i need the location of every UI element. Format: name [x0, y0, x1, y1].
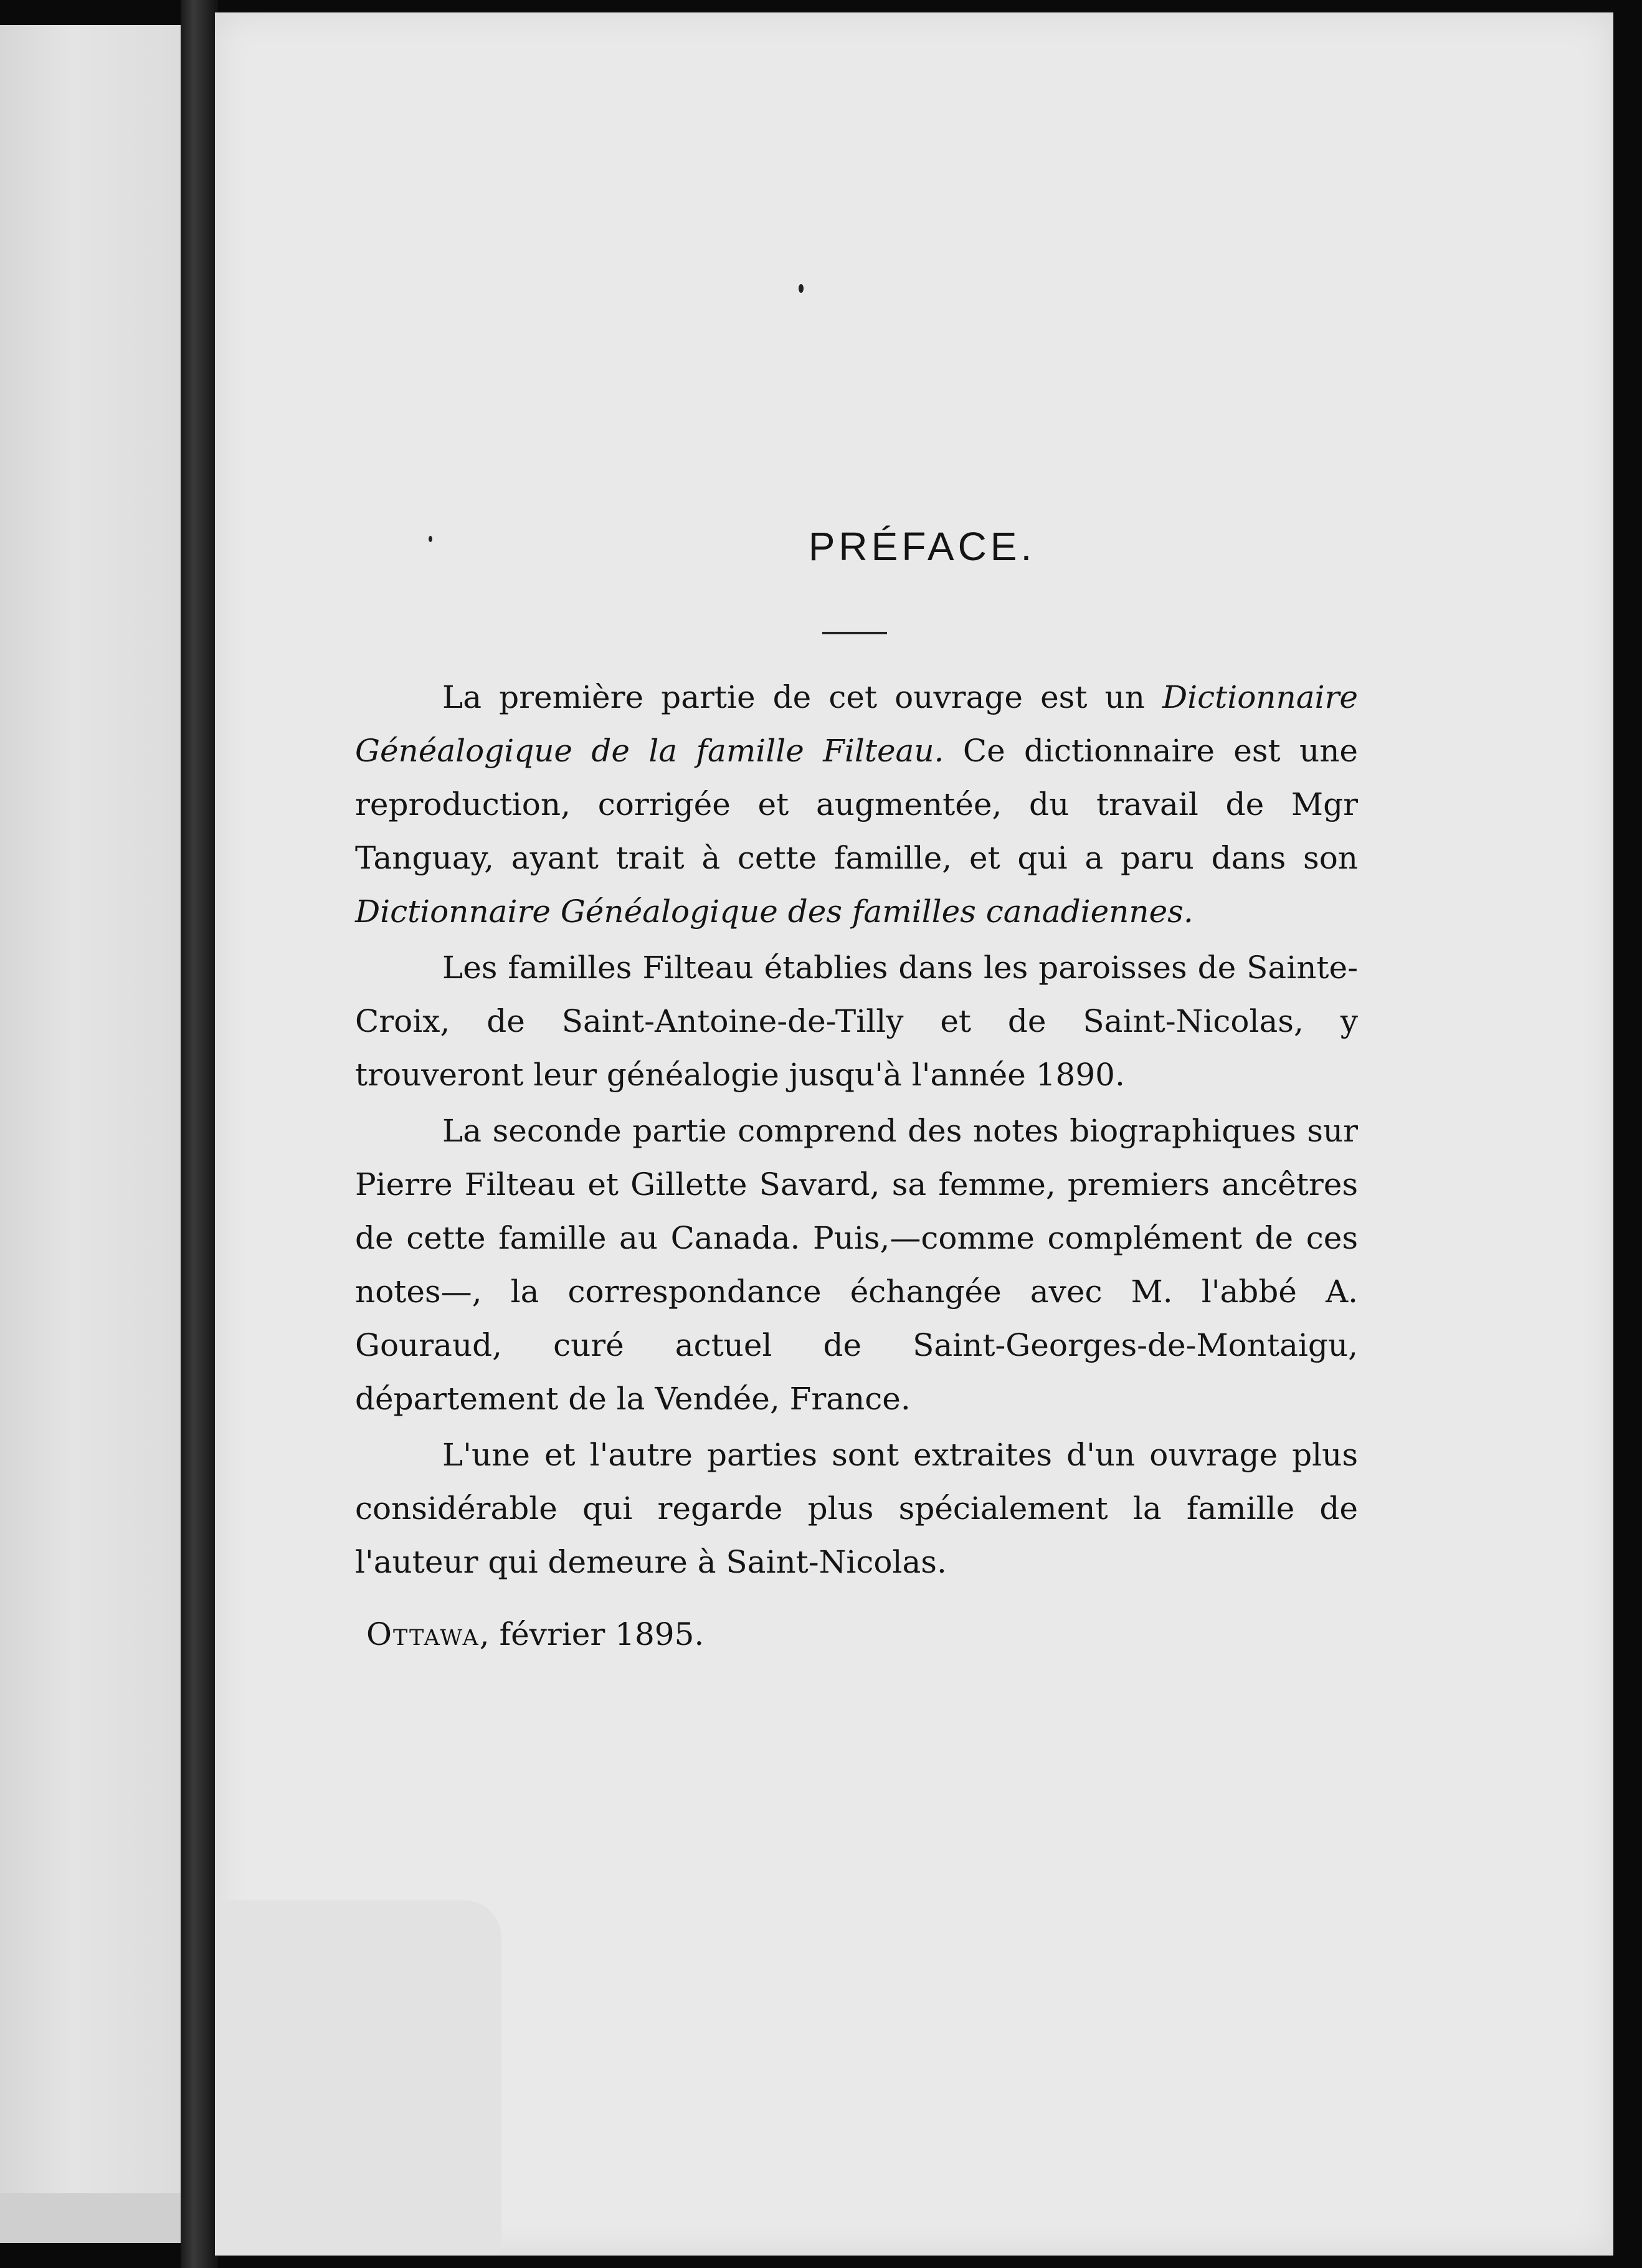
preface-text [355, 523, 1358, 1661]
previous-page-edge [0, 25, 181, 2243]
binding-gutter [181, 0, 218, 2268]
page-worn-corner [215, 1900, 501, 2256]
signoff-place: Ottawa [366, 1616, 480, 1652]
title-rule [822, 632, 887, 634]
paragraph-2: Les familles Filteau établies dans les paroisses de Sainte-Croix, de Saint-Antoine-de-Tilly et de Saint-Nicolas, y trouveront leur généalogie jusqu'à l'année 1890. [355, 950, 1358, 1093]
signoff-date: , février 1895. [479, 1616, 705, 1652]
signoff [355, 1608, 1358, 1661]
paragraph-1-text-c: Ce dictionnaire est une reproduction, corrigée et augmentée, du travail de Mgr Tanguay, ayant trait à cette famille, et qui a paru dans son [355, 733, 1358, 876]
paragraph-4: L'une et l'autre parties sont extraites d'un ouvrage plus considérable qui regarde plus spécialement la famille de l'auteur qui demeure à Saint-Nicolas. [355, 1437, 1358, 1580]
paragraph-1-text-a: La première partie de cet ouvrage est un [442, 679, 1163, 715]
page-title: PRÉFACE. [808, 524, 1036, 569]
previous-page-torn-corner [0, 2193, 193, 2243]
scan-border [1613, 0, 1642, 2268]
paragraph-1-work-italic: Dictionnaire Généalogique des familles canadiennes. [355, 893, 1194, 930]
paragraph-1-title-italic: Dictionnaire Généalogique de la famille Filteau. [355, 679, 1358, 769]
paragraph-1 [355, 670, 1358, 938]
ink-speck [799, 284, 804, 293]
paragraph-3: La seconde partie comprend des notes biographiques sur Pierre Filteau et Gillette Savard, sa femme, premiers ancêtres de cette famille au Canada. Puis,—comme complément de ces notes—, la correspondance échangée avec M. l'abbé A. Gouraud, curé actuel de Saint-Georges-de-Montaigu, département de la Vendée, France. [355, 1113, 1358, 1417]
